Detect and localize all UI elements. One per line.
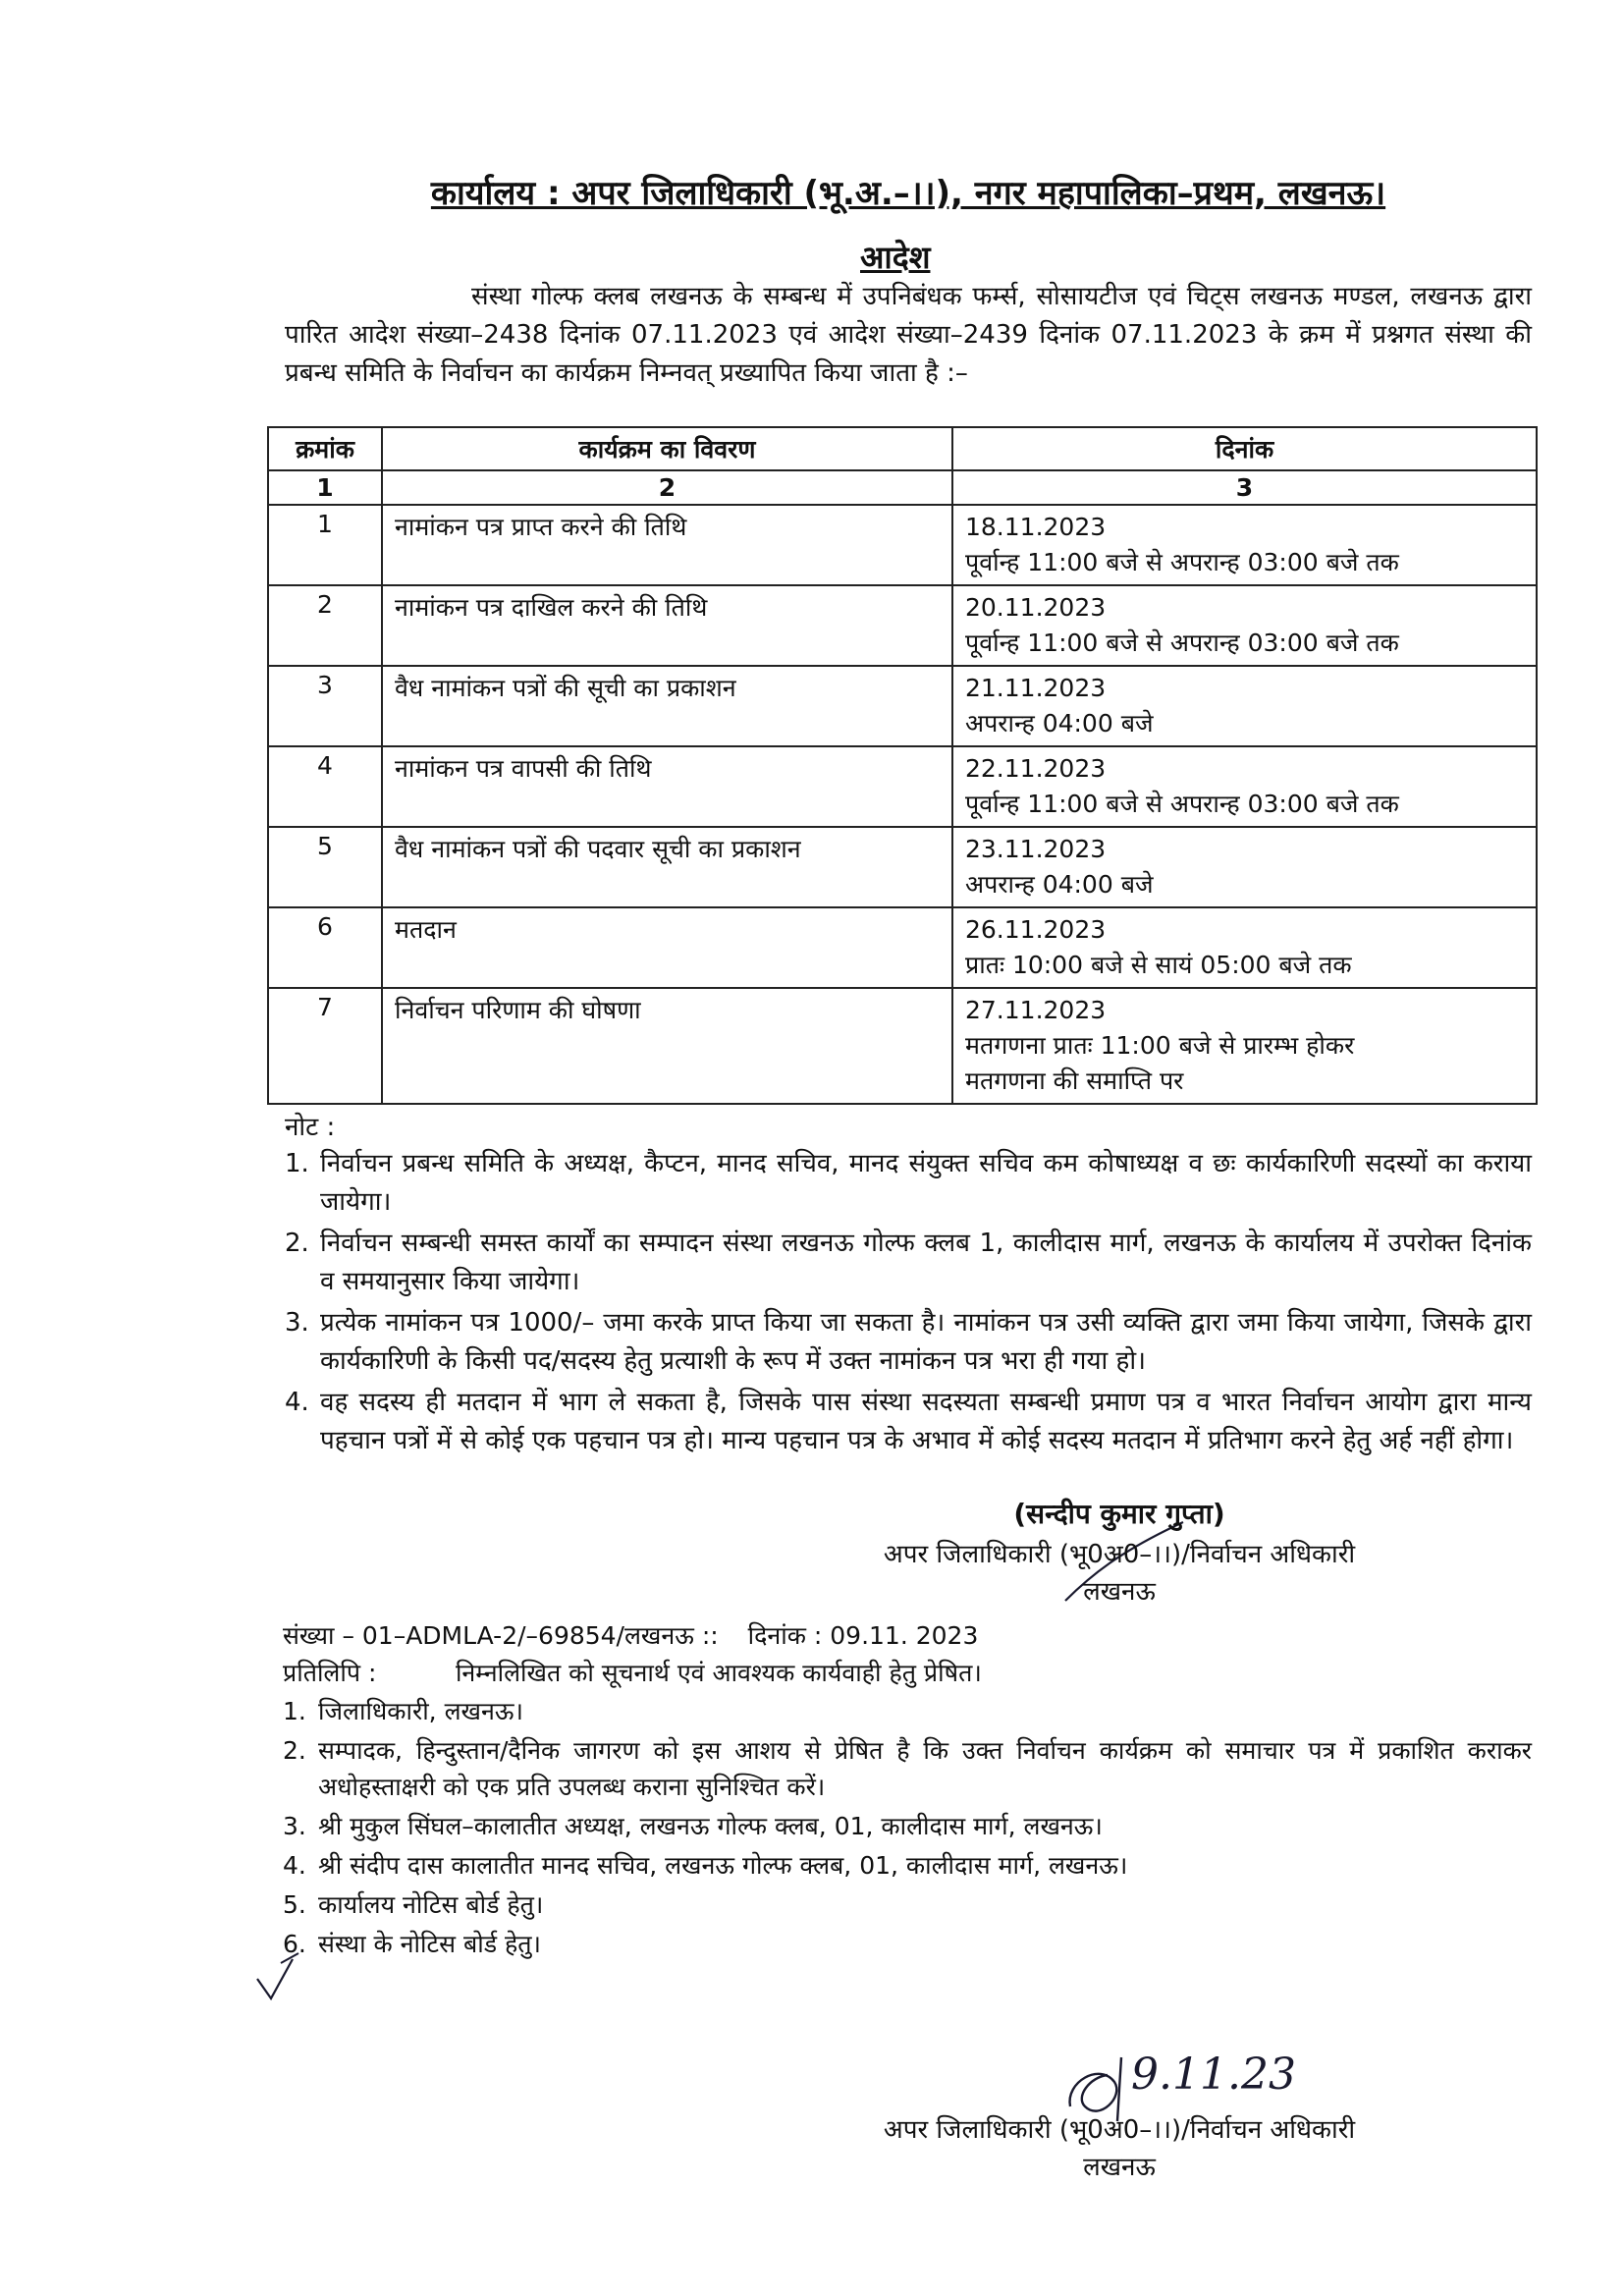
signatory-name: (सन्दीप कुमार गुप्ता) xyxy=(1013,1498,1225,1530)
table-row xyxy=(268,505,1537,585)
notes-list xyxy=(285,1145,1532,1463)
row-date-cell xyxy=(952,505,1537,585)
list-item xyxy=(283,1847,1532,1884)
reference-number: संख्या – 01–ADMLA-2/–69854/लखनऊ :: xyxy=(283,1621,719,1650)
list-item xyxy=(285,1145,1532,1222)
list-item xyxy=(283,1886,1532,1923)
row-time: मतगणना प्रातः 11:00 बजे से प्रारम्भ होकर xyxy=(965,1031,1355,1060)
column-number-row xyxy=(268,470,1537,505)
tick-mark xyxy=(253,1949,312,2018)
row-serial: 3 xyxy=(268,666,382,746)
header-date: दिनांक xyxy=(952,427,1537,470)
list-item xyxy=(283,1732,1532,1805)
row-date-cell xyxy=(952,666,1537,746)
note-text: निर्वाचन प्रबन्ध समिति के अध्यक्ष, कैप्टन, मानद सचिव, मानद संयुक्त सचिव कम कोषाध्यक्ष व छः कार्यकारिणी सदस्यों का कराया जायेगा। xyxy=(320,1149,1532,1217)
copy-item-text: जिलाधिकारी, लखनऊ। xyxy=(318,1697,523,1725)
row-time: अपरान्ह 04:00 बजे xyxy=(965,709,1154,738)
row-date: 21.11.2023 xyxy=(965,674,1107,702)
column-number: 3 xyxy=(952,470,1537,505)
row-time: पूर्वान्ह 11:00 बजे से अपरान्ह 03:00 बजे तक xyxy=(965,790,1399,818)
row-program: मतदान xyxy=(382,907,952,988)
row-time: पूर्वान्ह 11:00 बजे से अपरान्ह 03:00 बजे तक xyxy=(965,548,1399,576)
table-row xyxy=(268,827,1537,907)
order-title: आदेश xyxy=(860,239,931,276)
row-date-cell xyxy=(952,585,1537,666)
header-program: कार्यक्रम का विवरण xyxy=(382,427,952,470)
election-schedule-table xyxy=(267,426,1538,1105)
copy-item-text: कार्यालय नोटिस बोर्ड हेतु। xyxy=(318,1890,544,1919)
handwritten-date: 9.11.23 xyxy=(1131,2050,1296,2100)
list-item xyxy=(283,1926,1532,1962)
table-row xyxy=(268,666,1537,746)
item-number: 6. xyxy=(283,1930,306,1958)
row-time: पूर्वान्ह 11:00 बजे से अपरान्ह 03:00 बजे तक xyxy=(965,629,1399,657)
table-row xyxy=(268,907,1537,988)
copy-heading xyxy=(283,1656,982,1689)
row-date-cell xyxy=(952,907,1537,988)
row-date-cell xyxy=(952,746,1537,827)
signature-block-2 xyxy=(805,2111,1434,2186)
row-date-cell xyxy=(952,827,1537,907)
row-program: नामांकन पत्र प्राप्त करने की तिथि xyxy=(382,505,952,585)
office-header: कार्यालय : अपर जिलाधिकारी (भू.अ.–।।), नगर महापालिका–प्रथम, लखनऊ। xyxy=(430,174,1386,213)
signatory-designation: अपर जिलाधिकारी (भू0अ0–।।)/निर्वाचन अधिकारी xyxy=(883,2115,1356,2145)
row-time: प्रातः 10:00 बजे से सायं 05:00 बजे तक xyxy=(965,951,1352,979)
list-item xyxy=(283,1808,1532,1844)
item-number: 4. xyxy=(283,1851,306,1880)
row-serial: 6 xyxy=(268,907,382,988)
intro-paragraph: संस्था गोल्फ क्लब लखनऊ के सम्बन्ध में उपनिबंधक फर्म्स, सोसायटीज एवं चिट्स लखनऊ मण्डल, लखनऊ द्वारा पारित आदेश संख्या–2438 दिनांक 07.11.2023 एवं आदेश संख्या–2439 दिनांक 07.11.2023 के क्रम में प्रश्नगत संस्था की प्रबन्ध समिति के निर्वाचन का कार्यक्रम निम्नवत् प्रख्यापित किया जाता है :– xyxy=(285,282,1532,388)
copy-item-text: श्री संदीप दास कालातीत मानद सचिव, लखनऊ गोल्फ क्लब, 01, कालीदास मार्ग, लखनऊ। xyxy=(318,1851,1128,1880)
row-date: 27.11.2023 xyxy=(965,996,1107,1024)
row-program: वैध नामांकन पत्रों की पदवार सूची का प्रकाशन xyxy=(382,827,952,907)
row-date: 26.11.2023 xyxy=(965,915,1107,944)
item-number: 2. xyxy=(283,1736,306,1765)
note-text: निर्वाचन सम्बन्धी समस्त कार्यों का सम्पादन संस्था लखनऊ गोल्फ क्लब 1, कालीदास मार्ग, लखनऊ के कार्यालय में उपरोक्त दिनांक व समयानुसार किया जायेगा। xyxy=(320,1229,1532,1296)
item-number: 1. xyxy=(285,1149,309,1178)
notes-heading: नोट : xyxy=(285,1113,336,1142)
copy-item-text: सम्पादक, हिन्दुस्तान/दैनिक जागरण को इस आशय से प्रेषित है कि उक्त निर्वाचन कार्यक्रम को समाचार पत्र में प्रकाशित कराकर अधोहस्ताक्षरी को एक प्रति उपलब्ध कराना सुनिश्चित करें। xyxy=(318,1736,1532,1801)
column-number: 1 xyxy=(268,470,382,505)
copy-text: निम्नलिखित को सूचनार्थ एवं आवश्यक कार्यवाही हेतु प्रेषित। xyxy=(455,1659,982,1687)
row-serial: 2 xyxy=(268,585,382,666)
header-serial: क्रमांक xyxy=(268,427,382,470)
row-program: निर्वाचन परिणाम की घोषणा xyxy=(382,988,952,1104)
row-date: 23.11.2023 xyxy=(965,835,1107,863)
copy-list xyxy=(283,1693,1532,1965)
signatory-place: लखनऊ xyxy=(1083,2153,1156,2182)
item-number: 1. xyxy=(283,1697,306,1725)
item-number: 5. xyxy=(283,1890,306,1919)
item-number: 4. xyxy=(285,1388,309,1417)
reference-line xyxy=(283,1618,1000,1652)
row-program: नामांकन पत्र वापसी की तिथि xyxy=(382,746,952,827)
list-item xyxy=(285,1225,1532,1301)
copy-item-text: श्री मुकुल सिंघल–कालातीत अध्यक्ष, लखनऊ गोल्फ क्लब, 01, कालीदास मार्ग, लखनऊ। xyxy=(318,1812,1103,1840)
row-program: वैध नामांकन पत्रों की सूची का प्रकाशन xyxy=(382,666,952,746)
table-row xyxy=(268,585,1537,666)
list-item xyxy=(285,1304,1532,1381)
row-serial: 7 xyxy=(268,988,382,1104)
signature-block xyxy=(825,1493,1414,1611)
item-number: 2. xyxy=(285,1229,309,1258)
signatory-place: लखनऊ xyxy=(1083,1577,1156,1607)
row-program: नामांकन पत्र दाखिल करने की तिथि xyxy=(382,585,952,666)
signatory-designation: अपर जिलाधिकारी (भू0अ0–।।)/निर्वाचन अधिकारी xyxy=(883,1540,1356,1569)
row-serial: 4 xyxy=(268,746,382,827)
item-number: 3. xyxy=(285,1308,309,1338)
reference-date: दिनांक : 09.11. 2023 xyxy=(747,1621,979,1650)
row-time-continued: मतगणना की समाप्ति पर xyxy=(965,1066,1184,1095)
table-row xyxy=(268,746,1537,827)
table-header-row xyxy=(268,427,1537,470)
row-date-cell xyxy=(952,988,1537,1104)
note-text: वह सदस्य ही मतदान में भाग ले सकता है, जिसके पास संस्था सदस्यता सम्बन्धी प्रमाण पत्र व भारत निर्वाचन आयोग द्वारा मान्य पहचान पत्रों में से कोई एक पहचान पत्र हो। मान्य पहचान पत्र के अभाव में कोई सदस्य मतदान में प्रतिभाग करने हेतु अर्ह नहीं होगा। xyxy=(320,1388,1532,1455)
copy-item-text: संस्था के नोटिस बोर्ड हेतु। xyxy=(318,1930,542,1958)
copy-label: प्रतिलिपि : xyxy=(283,1659,377,1687)
table-row xyxy=(268,988,1537,1104)
row-serial: 5 xyxy=(268,827,382,907)
row-date: 20.11.2023 xyxy=(965,593,1107,622)
row-serial: 1 xyxy=(268,505,382,585)
column-number: 2 xyxy=(382,470,952,505)
item-number: 3. xyxy=(283,1812,306,1840)
row-date: 22.11.2023 xyxy=(965,754,1107,783)
note-text: प्रत्येक नामांकन पत्र 1000/– जमा करके प्राप्त किया जा सकता है। नामांकन पत्र उसी व्यक्ति द्वारा जमा किया जायेगा, जिसके द्वारा कार्यकारिणी के किसी पद/सदस्य हेतु प्रत्याशी के रूप में उक्त नामांकन पत्र भरा ही गया हो। xyxy=(320,1308,1532,1376)
list-item xyxy=(285,1384,1532,1460)
row-time: अपरान्ह 04:00 बजे xyxy=(965,870,1154,899)
list-item xyxy=(283,1693,1532,1729)
row-date: 18.11.2023 xyxy=(965,513,1107,541)
